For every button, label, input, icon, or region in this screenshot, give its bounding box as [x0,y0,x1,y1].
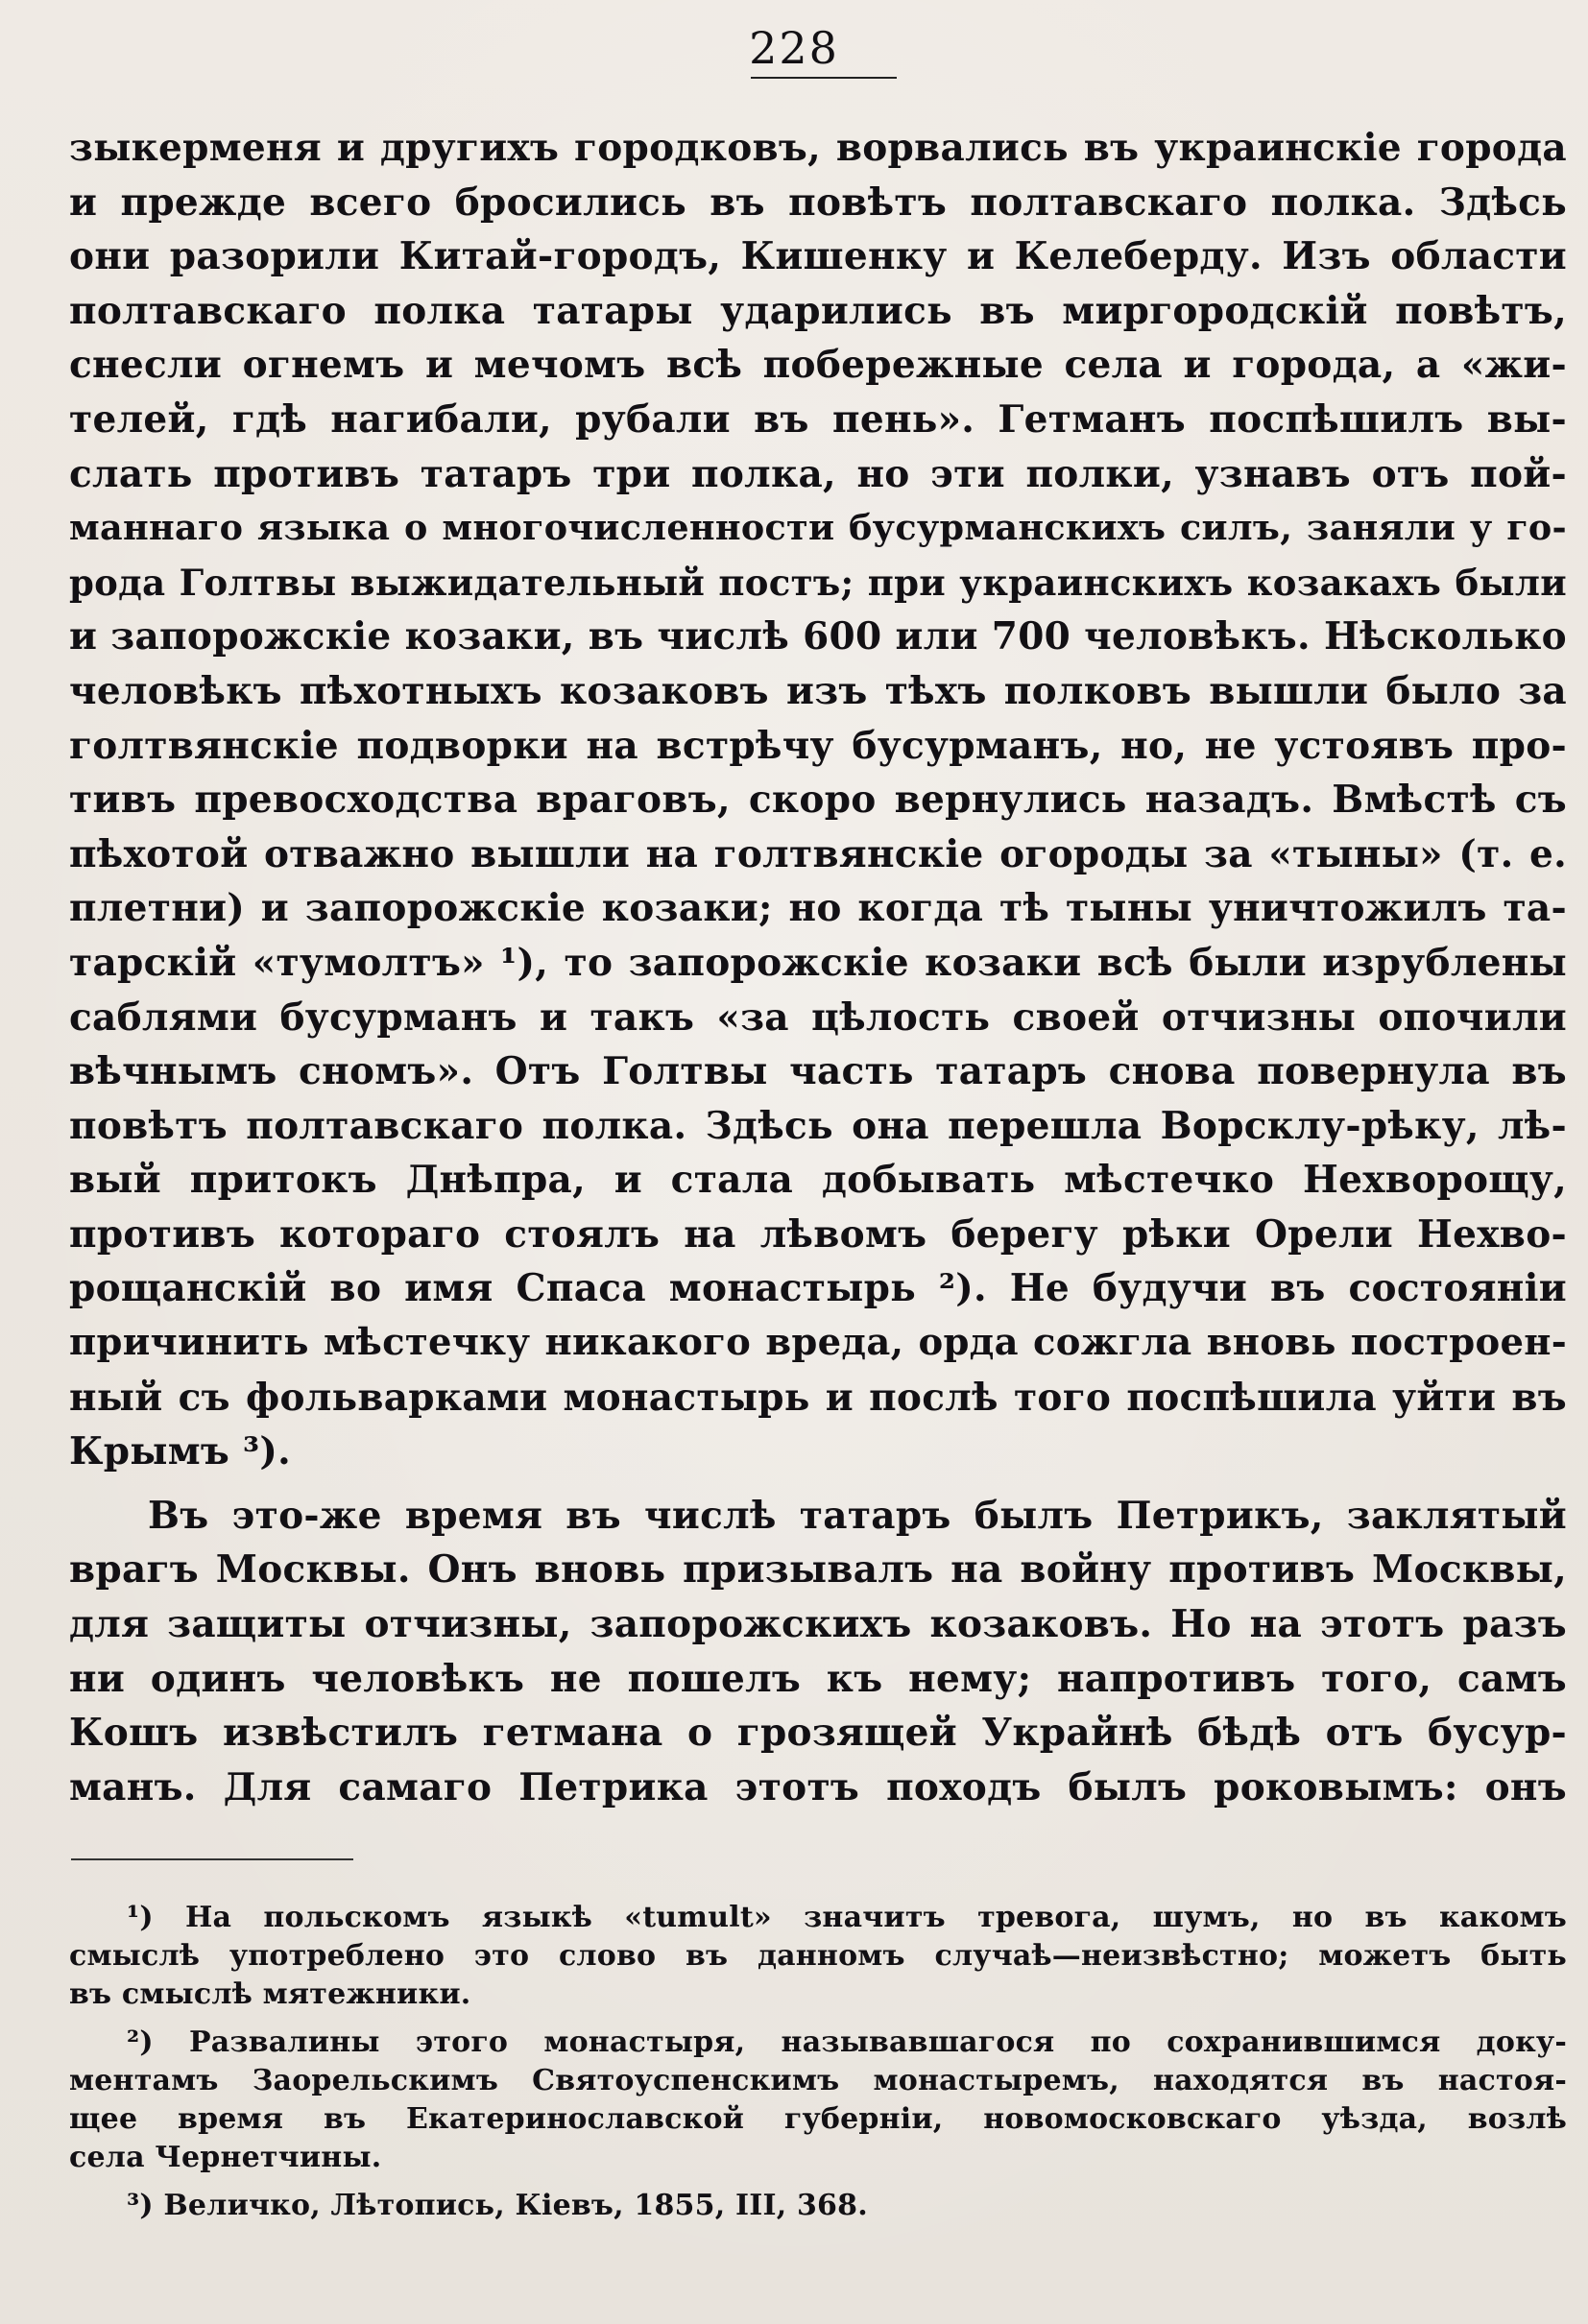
text-line: телей, гдѣ нагибали, рубали въ пень». Гетманъ поспѣшилъ вы- [69,396,1567,442]
text-line: тивъ превосходства враговъ, скоро вернулись назадъ. Вмѣстѣ съ [69,778,1567,823]
paragraph-gap [69,1479,1567,1489]
text-line: врагъ Москвы. Онъ вновь призывалъ на войну противъ Москвы, [69,1547,1567,1593]
text-line: и запорожскіе козаки, въ числѣ 600 или 700 человѣкъ. Нѣсколько [69,614,1567,659]
text-line: снесли огнемъ и мечомъ всѣ побережные села и города, а «жи- [69,343,1567,388]
footnote-line: щее время въ Екатеринославской губерніи, новомосковскаго уѣзда, возлѣ [69,2102,1567,2136]
footnotes [69,1899,1567,2225]
footnote-line: ¹) На польскомъ языкѣ «tumult» значитъ тревога, шумъ, но въ какомъ [127,1901,1567,1934]
text-line: и прежде всего бросились въ повѣтъ полтавскаго полка. Здѣсь [69,180,1567,225]
text-line: манъ. Для самаго Петрика этотъ походъ былъ роковымъ: онъ [69,1764,1567,1809]
footnote-line: ²) Развалины этого монастыря, называвшагося по сохранившимся доку- [127,2025,1567,2059]
header-rule [751,77,897,79]
text-line: рощанскій во имя Спаса монастырь ²). Не будучи въ состояніи [69,1266,1567,1311]
text-line: рода Голтвы выжидательный постъ; при украинскихъ козакахъ были [69,561,1567,604]
text-line: пѣхотой отважно вышли на голтвянскіе огороды за «тыны» (т. е. [69,831,1567,876]
page-number: 228 [749,22,839,74]
footnote-2 [69,2024,1567,2177]
text-line: ный съ фольварками монастырь и послѣ того поспѣшила уйти въ [69,1375,1567,1420]
text-line: повѣтъ полтавскаго полка. Здѣсь она перешла Ворсклу-рѣку, лѣ- [69,1103,1567,1148]
text-line: полтавскаго полка татары ударились въ миргородскій повѣтъ, [69,288,1567,333]
text-line: Въ это-же время въ числѣ татаръ былъ Петрикъ, заклятый [148,1493,1567,1538]
text-line: Кошъ извѣстилъ гетмана о грозящей Украйнѣ бѣдѣ отъ бусур- [69,1711,1567,1756]
text-line: вѣчнымъ сномъ». Отъ Голтвы часть татаръ снова повернула въ [69,1049,1567,1094]
text-line: противъ котораго стоялъ на лѣвомъ берегу рѣки Орели Нехво- [69,1211,1567,1257]
text-line: тарскій «тумолтъ» ¹), то запорожскіе козаки всѣ были изрублены [69,940,1567,985]
text-line: человѣкъ пѣхотныхъ козаковъ изъ тѣхъ полковъ вышли было за [69,668,1567,713]
main-text [69,121,1567,1814]
text-line: для защиты отчизны, запорожскихъ козаковъ. Но на этотъ разъ [69,1602,1567,1647]
footnote-line: ³) Величко, Лѣтопись, Кіевъ, 1855, III, 368. [127,2189,868,2222]
footnote-gap [69,2177,1567,2187]
text-line: голтвянскіе подворки на встрѣчу бусурманъ, но, не устоявъ про- [69,723,1567,768]
footnote-line: смыслѣ употреблено это слово въ данномъ случаѣ—неизвѣстно; можетъ быть [69,1939,1567,1973]
footnote-line: ментамъ Заорельскимъ Святоуспенскимъ монастыремъ, находятся въ настоя- [69,2064,1567,2097]
footnote-1 [69,1899,1567,2014]
text-line: зыкерменя и другихъ городковъ, ворвались въ украинскіе города [69,126,1567,170]
text-line: маннаго языка о многочисленности бусурманскихъ силъ, заняли у го- [69,507,1567,549]
text-line: ни одинъ человѣкъ не пошелъ къ нему; напротивъ того, самъ [69,1656,1567,1701]
text-line: плетни) и запорожскіе козаки; но когда тѣ тыны уничтожилъ та- [69,886,1567,931]
text-line: саблями бусурманъ и такъ «за цѣлость своей отчизны опочили [69,994,1567,1040]
footnote-rule [71,1858,353,1860]
text-line: вый притокъ Днѣпра, и стала добывать мѣстечко Нехворощу, [69,1158,1567,1203]
text-line: они разорили Китай-городъ, Кишенку и Келеберду. Изъ области [69,234,1567,279]
footnote-3 [69,2187,1567,2225]
text-line: слать противъ татаръ три полка, но эти полки, узнавъ отъ пой- [69,451,1567,496]
footnote-line: въ смыслѣ мятежники. [69,1977,471,2011]
text-line: Крымъ ³). [69,1429,292,1474]
footnote-line: села Чернетчины. [69,2141,382,2174]
footnote-gap [69,2014,1567,2024]
text-line: причинить мѣстечку никакого вреда, орда сожгла вновь построен- [69,1321,1567,1365]
